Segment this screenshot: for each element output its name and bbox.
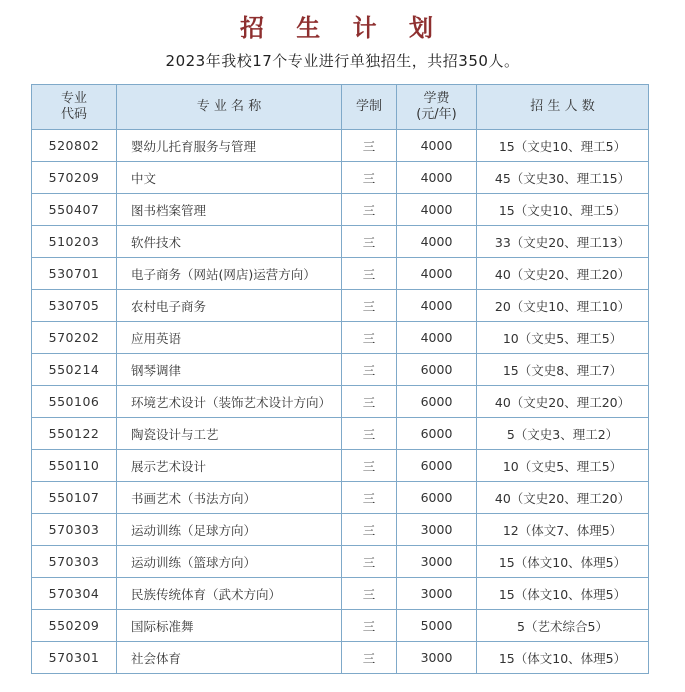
major-name-cell: 农村电子商务: [117, 290, 342, 322]
fee-cell: 5000: [397, 610, 477, 642]
fee-cell: 4000: [397, 194, 477, 226]
table-row: [32, 162, 649, 194]
major-name-cell: 环境艺术设计（装饰艺术设计方向）: [117, 386, 342, 418]
fee-cell: 6000: [397, 482, 477, 514]
system-cell: 三: [342, 610, 397, 642]
major-name-cell: 社会体育: [117, 642, 342, 674]
enrollment-count-cell: 12（体文7、体理5）: [477, 514, 649, 546]
major-name-cell: 陶瓷设计与工艺: [117, 418, 342, 450]
major-name-cell: 钢琴调律: [117, 354, 342, 386]
fee-cell: 6000: [397, 450, 477, 482]
enrollment-count-cell: 40（文史20、理工20）: [477, 258, 649, 290]
header-code: [32, 85, 117, 130]
header-system: 学制: [342, 85, 397, 130]
table-row: [32, 578, 649, 610]
major-name-cell: 国际标准舞: [117, 610, 342, 642]
major-code-cell: 550407: [32, 194, 117, 226]
table-row: [32, 354, 649, 386]
major-name-cell: 应用英语: [117, 322, 342, 354]
table-row: [32, 386, 649, 418]
fee-cell: 6000: [397, 386, 477, 418]
major-code-cell: 570202: [32, 322, 117, 354]
table-row: [32, 514, 649, 546]
table-header-row: [32, 85, 649, 130]
major-code-cell: 530705: [32, 290, 117, 322]
enrollment-count-cell: 33（文史20、理工13）: [477, 226, 649, 258]
system-cell: 三: [342, 546, 397, 578]
major-code-cell: 550107: [32, 482, 117, 514]
enrollment-count-cell: 15（体文10、体理5）: [477, 578, 649, 610]
enrollment-count-cell: 5（艺术综合5）: [477, 610, 649, 642]
enrollment-count-cell: 15（文史10、理工5）: [477, 130, 649, 162]
system-cell: 三: [342, 354, 397, 386]
system-cell: 三: [342, 642, 397, 674]
enrollment-count-cell: 15（体文10、体理5）: [477, 546, 649, 578]
major-name-cell: 婴幼儿托育服务与管理: [117, 130, 342, 162]
header-fee: [397, 85, 477, 130]
table-row: [32, 130, 649, 162]
major-code-cell: 570301: [32, 642, 117, 674]
enrollment-count-cell: 10（文史5、理工5）: [477, 450, 649, 482]
table-row: [32, 610, 649, 642]
fee-cell: 3000: [397, 578, 477, 610]
fee-cell: 6000: [397, 418, 477, 450]
system-cell: 三: [342, 514, 397, 546]
table-row: [32, 418, 649, 450]
page-subtitle: 2023年我校17个专业进行单独招生，共招350人。: [165, 52, 520, 70]
major-code-cell: 550110: [32, 450, 117, 482]
major-name-cell: 电子商务（网站(网店)运营方向）: [117, 258, 342, 290]
header-fee-line2: (元/年): [416, 107, 457, 122]
fee-cell: 6000: [397, 354, 477, 386]
major-code-cell: 510203: [32, 226, 117, 258]
major-name-cell: 运动训练（篮球方向）: [117, 546, 342, 578]
header-code-line1: 专业: [60, 91, 87, 106]
major-name-cell: 民族传统体育（武术方向）: [117, 578, 342, 610]
table-body: [32, 130, 649, 674]
fee-cell: 4000: [397, 162, 477, 194]
table-row: [32, 482, 649, 514]
system-cell: 三: [342, 578, 397, 610]
major-code-cell: 520802: [32, 130, 117, 162]
major-name-cell: 图书档案管理: [117, 194, 342, 226]
fee-cell: 3000: [397, 546, 477, 578]
fee-cell: 4000: [397, 226, 477, 258]
major-code-cell: 570209: [32, 162, 117, 194]
major-name-cell: 软件技术: [117, 226, 342, 258]
system-cell: 三: [342, 322, 397, 354]
major-code-cell: 550209: [32, 610, 117, 642]
table-row: [32, 450, 649, 482]
enrollment-count-cell: 20（文史10、理工10）: [477, 290, 649, 322]
table-row: [32, 290, 649, 322]
major-code-cell: 530701: [32, 258, 117, 290]
table-row: [32, 322, 649, 354]
major-code-cell: 570303: [32, 546, 117, 578]
header-fee-line1: 学费: [423, 91, 450, 106]
enrollment-count-cell: 45（文史30、理工15）: [477, 162, 649, 194]
major-name-cell: 书画艺术（书法方向）: [117, 482, 342, 514]
system-cell: 三: [342, 418, 397, 450]
enrollment-count-cell: 40（文史20、理工20）: [477, 386, 649, 418]
major-code-cell: 550122: [32, 418, 117, 450]
system-cell: 三: [342, 258, 397, 290]
fee-cell: 4000: [397, 130, 477, 162]
table-row: [32, 642, 649, 674]
enrollment-count-cell: 15（文史10、理工5）: [477, 194, 649, 226]
system-cell: 三: [342, 130, 397, 162]
major-code-cell: 570304: [32, 578, 117, 610]
enrollment-plan-table: [31, 84, 649, 674]
system-cell: 三: [342, 482, 397, 514]
major-code-cell: 550214: [32, 354, 117, 386]
header-name: 专 业 名 称: [117, 85, 342, 130]
fee-cell: 4000: [397, 322, 477, 354]
enrollment-count-cell: 15（体文10、体理5）: [477, 642, 649, 674]
fee-cell: 3000: [397, 642, 477, 674]
header-code-line2: 代码: [60, 107, 87, 122]
fee-cell: 4000: [397, 290, 477, 322]
major-code-cell: 550106: [32, 386, 117, 418]
major-name-cell: 中文: [117, 162, 342, 194]
major-code-cell: 570303: [32, 514, 117, 546]
table-row: [32, 194, 649, 226]
system-cell: 三: [342, 450, 397, 482]
table-row: [32, 546, 649, 578]
header-count: 招 生 人 数: [477, 85, 649, 130]
major-name-cell: 运动训练（足球方向）: [117, 514, 342, 546]
table-row: [32, 258, 649, 290]
system-cell: 三: [342, 290, 397, 322]
system-cell: 三: [342, 194, 397, 226]
enrollment-count-cell: 40（文史20、理工20）: [477, 482, 649, 514]
page-title: 招 生 计 划: [239, 13, 446, 42]
major-name-cell: 展示艺术设计: [117, 450, 342, 482]
system-cell: 三: [342, 386, 397, 418]
enrollment-count-cell: 10（文史5、理工5）: [477, 322, 649, 354]
system-cell: 三: [342, 226, 397, 258]
fee-cell: 3000: [397, 514, 477, 546]
table-row: [32, 226, 649, 258]
fee-cell: 4000: [397, 258, 477, 290]
enrollment-count-cell: 5（文史3、理工2）: [477, 418, 649, 450]
system-cell: 三: [342, 162, 397, 194]
enrollment-count-cell: 15（文史8、理工7）: [477, 354, 649, 386]
